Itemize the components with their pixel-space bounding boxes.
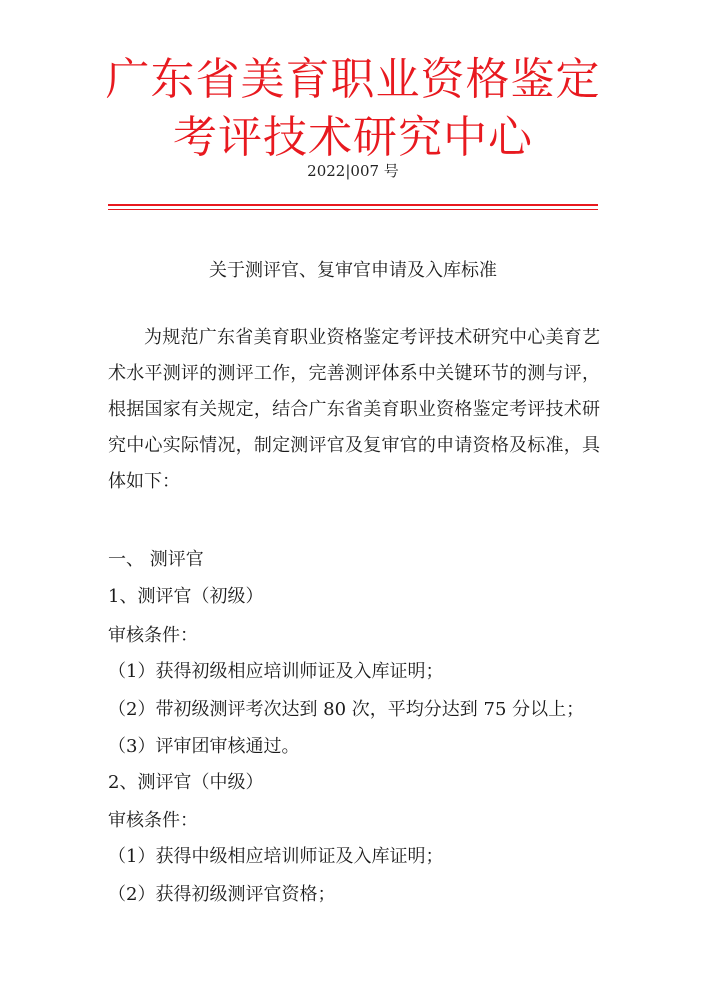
header-divider-thick	[108, 204, 598, 206]
document-subject: 关于测评官、复审官申请及入库标准	[209, 260, 497, 281]
criteria-item: （1）获得中级相应培训师证及入库证明；	[108, 846, 444, 867]
item-heading: 1、测评官（初级）	[108, 586, 264, 607]
criteria-item: （1）获得初级相应培训师证及入库证明；	[108, 661, 444, 682]
criteria-item: （2）获得初级测评官资格；	[108, 884, 336, 905]
section-heading: 一、 测评官	[108, 549, 204, 570]
criteria-label: 审核条件：	[108, 625, 198, 646]
criteria-label: 审核条件：	[108, 810, 198, 831]
criteria-item: （2）带初级测评考次达到 80 次，平均分达到 75 分以上；	[108, 699, 585, 720]
org-title-line-2: 考评技术研究中心	[173, 112, 533, 163]
criteria-item: （3）评审团审核通过。	[108, 736, 300, 757]
org-title-line-1: 广东省美育职业资格鉴定	[105, 54, 601, 105]
document-number: 2022|007 号	[307, 162, 399, 180]
item-heading: 2、测评官（中级）	[108, 772, 264, 793]
header-divider-thin	[108, 209, 598, 210]
intro-paragraph: 为规范广东省美育职业资格鉴定考评技术研究中心美育艺术水平测评的测评工作，完善测评体系中关键环节的测与评，根据国家有关规定，结合广东省美育职业资格鉴定考评技术研究中心实际情况，制定测评官及复审官的申请资格及标准，具体如下：	[108, 327, 600, 492]
